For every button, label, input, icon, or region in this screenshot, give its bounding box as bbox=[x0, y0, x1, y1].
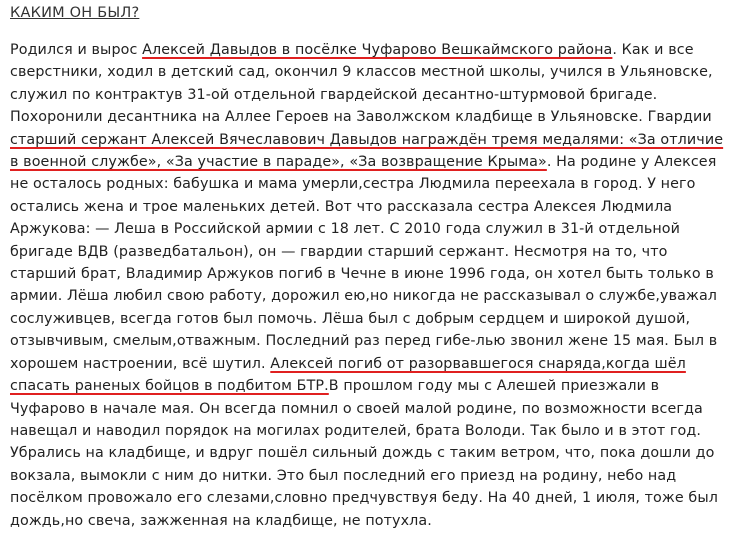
text-segment-1: Родился и вырос bbox=[10, 42, 143, 58]
text-segment-4: В прошлом году мы с Алешей приезжали в Чуфарово в начале мая. Он всегда помнил о своей малой родине, по возможности всегда навещал и наводил порядок на могилах родителей, брата Володи. Так было и в этот год. Убрались на кладбище, и вдруг пошёл сильный дождь с таким ветром, что, пока дошли до вокзала, вымокли с ним до нитки. Это был последний его приезд на родину, небо над посёлком провожало его слезами,словно предчувствуя беду. На 40 дней, 1 июля, тоже был дождь,но свеча, зажженная на кладбище, не потухла. bbox=[10, 378, 718, 529]
article-paragraph bbox=[10, 39, 735, 532]
highlighted-phrase-2: старший сержант Алексей Вячеславович Давыдов награждён тремя медалями: «За отличие в военной службе», «За участие в параде», «За возвращение Крыма» bbox=[10, 131, 724, 171]
highlighted-phrase-3: Алексей погиб от разорвавшегося снаряда,когда шёл спасать раненых бойцов в подбитом БТР. bbox=[10, 355, 686, 395]
text-segment-2: . Как и все сверстники, ходил в детский сад, окончил 9 классов местной школы, учился в Ульяновске, служил по контрактув 31-ой отдельной гвардейской десантно-штурмовой бригаде. Похоронили десантника на Аллее Героев на Заволжском кладбище в Ульяновске. Гвардии bbox=[10, 42, 713, 126]
highlighted-phrase-1: Алексей Давыдов в посёлке Чуфарово Вешкаймского района bbox=[142, 42, 613, 58]
section-heading: КАКИМ ОН БЫЛ? bbox=[10, 5, 140, 21]
text-segment-3: . На родине у Алексея не осталось родных: бабушка и мама умерли,сестра Людмила переехала в город. У него остались жена и трое маленьких детей. Вот что рассказала сестра Алексея Людмила Аржукова: — Леша в Российской армии с 18 лет. С 2010 года служил в 31-й отдельной бригаде ВДВ (разведбатальон), он — гвардии старший сержант. Несмотря на то, что старший брат, Владимир Аржуков погиб в Чечне в июне 1996 года, он хотел быть только в армии. Лёша любил свою работу, дорожил ею,но никогда не рассказывал о службе,уважал сослуживцев, всегда готов был помочь. Лёша был с добрым сердцем и широкой душой, отзывчивым, смелым,отважным. Последний раз перед гибе-лью звонил жене 15 мая. Был в хорошем настроении, всё шутил. bbox=[10, 154, 718, 372]
